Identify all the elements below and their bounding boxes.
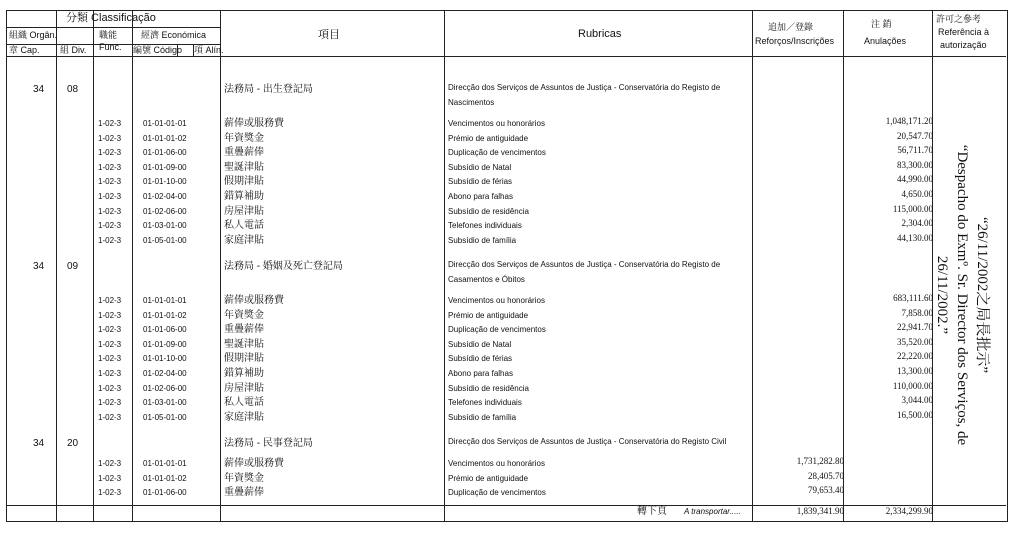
transport-label-cn: 轉下頁 xyxy=(637,506,667,517)
div-header: 組 Div. xyxy=(60,45,87,55)
row-item-cn: 薪俸或服務費 xyxy=(224,295,284,306)
row-rubrica: Subsídio de residência xyxy=(448,206,529,216)
referencia-cn-header: 許可之參考 xyxy=(936,14,982,24)
row-rubrica: Subsídio de residência xyxy=(448,383,529,393)
row-anulacao: 4,650.00 xyxy=(901,189,933,199)
economica-header: 經濟 Económica xyxy=(141,30,207,40)
row-code: 01-01-01-01 xyxy=(143,296,187,305)
row-func: 1-02-3 xyxy=(98,177,122,187)
row-anulacao: 7,858.00 xyxy=(901,307,933,318)
row-rubrica: Vencimentos ou honorários xyxy=(448,459,545,468)
row-rubrica: Abono para falhas xyxy=(448,369,513,378)
row-item-cn: 錯算補助 xyxy=(224,368,264,379)
row-func: 1-02-3 xyxy=(98,459,122,468)
row-item-cn: 假期津貼 xyxy=(224,353,264,365)
row-anulacao: 683,111.60 xyxy=(893,293,933,303)
col-rule xyxy=(444,10,445,521)
row-func: 1-02-3 xyxy=(98,235,122,245)
rubricas-header: Rubricas xyxy=(578,28,622,40)
row-func: 1-02-3 xyxy=(98,488,122,498)
row-func: 1-02-3 xyxy=(98,133,122,143)
row-anulacao: 83,300.00 xyxy=(897,159,933,170)
total-anulacoes: 2,334,299.90 xyxy=(885,506,933,516)
row-item-cn: 家庭津貼 xyxy=(224,411,264,423)
col-rule xyxy=(752,10,753,521)
row-func: 1-02-3 xyxy=(98,354,122,364)
row-rubrica: Prémio de antiguidade xyxy=(448,310,529,320)
row-func: 1-02-3 xyxy=(98,192,122,201)
anulacoes-cn-header: 注 銷 xyxy=(871,19,892,29)
group-title-pt: Direcção dos Serviços de Assuntos de Justiça - Conservatória do Registo de xyxy=(448,83,721,92)
reference-line-2: “Despacho do Exmº. Sr. Director dos Serviços, de xyxy=(954,144,970,446)
row-rubrica: Abono para falhas xyxy=(448,192,513,201)
footer-rule xyxy=(6,505,1006,506)
row-item-cn: 薪俸或服務費 xyxy=(224,118,284,129)
row-item-cn: 年資獎金 xyxy=(224,472,264,484)
row-anulacao: 13,300.00 xyxy=(897,366,933,376)
reference-line-1: “26/11/2002之局長批示” xyxy=(974,216,990,374)
row-func: 1-02-3 xyxy=(98,473,122,483)
row-func: 1-02-3 xyxy=(98,296,122,305)
row-code: 01-01-01-02 xyxy=(143,473,187,483)
row-rubrica: Duplicação de vencimentos xyxy=(448,325,546,335)
row-item-cn: 房屋津貼 xyxy=(224,382,264,394)
transport-label-pt: A transportar..... xyxy=(684,507,741,516)
row-rubrica: Subsídio de férias xyxy=(448,354,513,364)
row-anulacao: 22,941.70 xyxy=(897,322,933,333)
row-item-cn: 錯算補助 xyxy=(224,191,264,202)
row-item-cn: 重疊薪俸 xyxy=(224,324,264,336)
item-cn-header: 項目 xyxy=(318,29,340,41)
row-code: 01-01-01-01 xyxy=(143,119,187,128)
reference-line-3: 26/11/2002.” xyxy=(934,255,950,335)
row-item-cn: 假期津貼 xyxy=(224,176,264,188)
row-item-cn: 重疊薪俸 xyxy=(224,147,264,159)
group-cap: 34 xyxy=(33,438,45,449)
row-rubrica: Duplicação de vencimentos xyxy=(448,148,546,158)
row-code: 01-02-04-00 xyxy=(143,369,187,378)
row-rubrica: Vencimentos ou honorários xyxy=(448,296,545,305)
row-item-cn: 聖誕津貼 xyxy=(224,161,264,173)
row-code: 01-01-10-00 xyxy=(143,354,187,364)
row-rubrica: Telefones individuais xyxy=(448,221,522,231)
row-func: 1-02-3 xyxy=(98,339,122,349)
referencia-pt-header-1: Referência à xyxy=(938,27,990,37)
row-rubrica: Vencimentos ou honorários xyxy=(448,119,545,128)
row-code: 01-01-06-00 xyxy=(143,488,187,498)
row-code: 01-05-01-00 xyxy=(143,412,187,422)
row-item-cn: 聖誕津貼 xyxy=(224,338,264,350)
row-code: 01-02-06-00 xyxy=(143,383,187,393)
row-reforco: 28,405.70 xyxy=(808,470,844,481)
row-item-cn: 重疊薪俸 xyxy=(224,487,264,499)
row-func: 1-02-3 xyxy=(98,412,122,422)
row-anulacao: 44,990.00 xyxy=(897,174,933,185)
referencia-pt-header-2: autorização xyxy=(940,40,987,50)
row-rubrica: Subsídio de família xyxy=(448,235,517,245)
row-code: 01-03-01-00 xyxy=(143,221,187,231)
row-func: 1-02-3 xyxy=(98,119,122,128)
row-code: 01-03-01-00 xyxy=(143,398,187,408)
funcional-cn-header: 職能 xyxy=(99,30,118,40)
row-code: 01-01-10-00 xyxy=(143,177,187,187)
group-title-cn: 法務局 - 民事登記局 xyxy=(224,438,313,449)
alinea-header: 項 Alín. xyxy=(194,45,224,55)
row-item-cn: 年資獎金 xyxy=(224,132,264,144)
col-rule xyxy=(843,10,844,521)
codigo-header: 編號 Código xyxy=(133,45,183,55)
classificacao-header: 分類 Classificação xyxy=(66,12,156,24)
row-item-cn: 薪俸或服務費 xyxy=(224,458,284,469)
row-reforco: 1,731,282.80 xyxy=(796,456,844,466)
group-title-cn: 法務局 - 婚姻及死亡登記局 xyxy=(224,261,343,272)
row-code: 01-01-06-00 xyxy=(143,325,187,335)
group-title-pt-2: Casamentos e Óbitos xyxy=(448,275,525,284)
row-item-cn: 家庭津貼 xyxy=(224,234,264,246)
row-func: 1-02-3 xyxy=(98,398,122,408)
row-func: 1-02-3 xyxy=(98,310,122,320)
group-div: 09 xyxy=(67,261,79,272)
row-anulacao: 56,711.70 xyxy=(897,145,933,156)
row-anulacao: 16,500.00 xyxy=(897,409,933,420)
header-rule xyxy=(6,27,220,28)
row-code: 01-05-01-00 xyxy=(143,235,187,245)
row-item-cn: 房屋津貼 xyxy=(224,205,264,217)
row-rubrica: Subsídio de férias xyxy=(448,177,513,187)
header-bottom-rule xyxy=(6,56,1006,57)
row-func: 1-02-3 xyxy=(98,383,122,393)
authorization-reference xyxy=(932,115,992,475)
row-anulacao: 1,048,171.20 xyxy=(885,116,933,126)
row-code: 01-02-04-00 xyxy=(143,192,187,201)
group-cap: 34 xyxy=(33,84,45,95)
row-func: 1-02-3 xyxy=(98,162,122,172)
row-func: 1-02-3 xyxy=(98,206,122,216)
row-anulacao: 110,000.00 xyxy=(892,380,933,391)
row-anulacao: 115,000.00 xyxy=(892,203,933,214)
func-header: Func. xyxy=(99,42,122,52)
row-rubrica: Subsídio de família xyxy=(448,412,517,422)
row-anulacao: 44,130.00 xyxy=(897,232,933,243)
group-cap: 34 xyxy=(33,261,45,272)
row-anulacao: 2,304.00 xyxy=(901,218,933,229)
row-anulacao: 35,520.00 xyxy=(897,336,933,347)
col-rule xyxy=(220,10,221,521)
total-reforcos: 1,839,341.90 xyxy=(796,506,844,516)
group-title-pt: Direcção dos Serviços de Assuntos de Justiça - Conservatória do Registo de xyxy=(448,260,721,269)
reforcos-pt-header: Reforços/Inscrições xyxy=(755,36,835,46)
row-func: 1-02-3 xyxy=(98,221,122,231)
row-anulacao: 22,220.00 xyxy=(897,351,933,362)
group-title-cn: 法務局 - 出生登記局 xyxy=(224,84,313,95)
row-func: 1-02-3 xyxy=(98,325,122,335)
row-rubrica: Duplicação de vencimentos xyxy=(448,488,546,498)
row-item-cn: 私人電話 xyxy=(224,220,264,232)
group-div: 20 xyxy=(67,438,79,449)
group-title-pt: Direcção dos Serviços de Assuntos de Justiça - Conservatória do Registo Civil xyxy=(448,437,727,446)
row-func: 1-02-3 xyxy=(98,369,122,378)
row-item-cn: 年資獎金 xyxy=(224,309,264,321)
anulacoes-pt-header: Anulações xyxy=(864,36,907,46)
row-code: 01-02-06-00 xyxy=(143,206,187,216)
row-code: 01-01-01-01 xyxy=(143,459,187,468)
row-code: 01-01-09-00 xyxy=(143,339,187,349)
row-reforco: 79,653.40 xyxy=(808,485,844,496)
organica-header: 組織 Orgân. xyxy=(9,30,58,40)
row-anulacao: 3,044.00 xyxy=(901,395,933,406)
row-code: 01-01-09-00 xyxy=(143,162,187,172)
row-item-cn: 私人電話 xyxy=(224,397,264,409)
row-code: 01-01-06-00 xyxy=(143,148,187,158)
cap-header: 章 Cap. xyxy=(9,45,40,55)
row-code: 01-01-01-02 xyxy=(143,133,187,143)
row-rubrica: Telefones individuais xyxy=(448,398,522,408)
row-rubrica: Subsídio de Natal xyxy=(448,339,512,349)
col-rule xyxy=(93,10,94,521)
group-div: 08 xyxy=(67,84,79,95)
reforcos-cn-header: 追加／登錄 xyxy=(768,22,814,32)
col-rule xyxy=(132,10,133,521)
group-title-pt-2: Nascimentos xyxy=(448,98,495,107)
col-rule xyxy=(56,10,57,521)
row-rubrica: Prémio de antiguidade xyxy=(448,133,529,143)
row-func: 1-02-3 xyxy=(98,148,122,158)
row-code: 01-01-01-02 xyxy=(143,310,187,320)
row-rubrica: Subsídio de Natal xyxy=(448,162,512,172)
row-rubrica: Prémio de antiguidade xyxy=(448,473,529,483)
row-anulacao: 20,547.70 xyxy=(897,130,933,141)
